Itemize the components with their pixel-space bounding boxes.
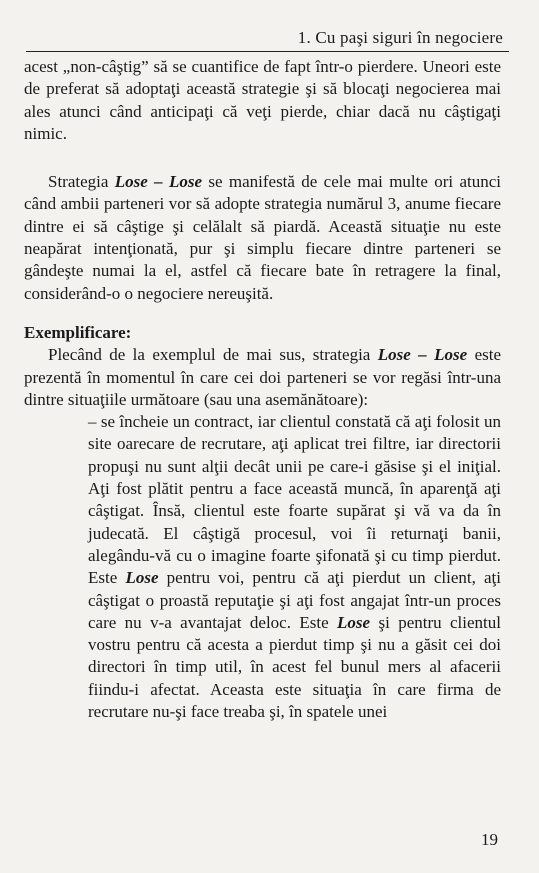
paragraph-3	[24, 344, 501, 411]
page-body	[24, 56, 501, 723]
lose-lose-emphasis-2: Lose – Lose	[377, 345, 468, 365]
lose-emphasis-1: Lose	[125, 568, 159, 588]
dash-item-text-a: – se încheie un contract, iar clientul constată că aţi folosit un site oarecare de recrutare, aţi aplicat trei filtre, iar directorii propuşi nu sunt alţii decât unii pe care-i găsise şi el iniţial. Aţi fost plătit pentru a face această muncă, în aparenţă aţi câştigat. Însă, clientul este foarte supărat şi vă va da în judecată. El câştigă procesul, voi îi returnaţi banii, alegându-vă cu o imagine foarte şifonată şi cu timp pierdut. Este	[88, 412, 501, 588]
paragraph-2-text-b: se manifestă de cele mai multe ori atunci când ambii parteneri vor să adopte strategia numărul 3, anume fiecare dintre ei să câştige şi celălalt să piardă. Această situaţie nu este neapărat intenţionată, pur şi simplu fiecare dintre parteneri se gândeşte numai la el, astfel că fiecare bate în retragere la final, considerând-o o negociere nereuşită.	[24, 172, 502, 303]
dash-item-text-b: pentru voi, pentru că aţi pierdut un client, aţi câştigat o proastă reputaţie şi aţi fost angajat într-un proces care nu v-a avantajat deloc. Este	[88, 568, 501, 632]
lose-emphasis-2: Lose	[337, 612, 371, 632]
paragraph-3-text-a: Plecând de la exemplul de mai sus, strategia	[48, 345, 378, 365]
example-heading: Exemplificare:	[24, 322, 132, 342]
dash-item-paragraph	[88, 411, 501, 723]
header-rule	[26, 51, 509, 52]
paragraph-3-text-b: este prezentă în momentul în care cei doi parteneri se vor regăsi într-una dintre situaţiile următoare (sau una asemănătoare):	[24, 345, 501, 409]
page-number: 19	[481, 830, 498, 849]
paragraph-2	[24, 171, 501, 305]
running-header: 1. Cu paşi siguri în negociere	[297, 28, 503, 47]
dash-item-text-c: şi pentru clientul vostru pentru că acesta a pierdut timp şi nu a găsit cei doi directori în timp util, în acest fel bunul mers al afacerii fiindu-i afectat. Aceasta este situaţia în care firma de recrutare nu-şi face treaba şi, în spatele unei	[88, 612, 501, 722]
paragraph-1: acest „non-câştig” să se cuantifice de fapt într-o pierdere. Uneori este de preferat să adoptaţi această strategie şi să blocaţi negocierea mai ales atunci când anticipaţi că veţi pierde, chiar dacă nu câştigaţi nimic.	[24, 57, 501, 143]
paragraph-2-text-a: Strategia	[48, 172, 115, 192]
lose-lose-emphasis: Lose – Lose	[114, 172, 203, 192]
